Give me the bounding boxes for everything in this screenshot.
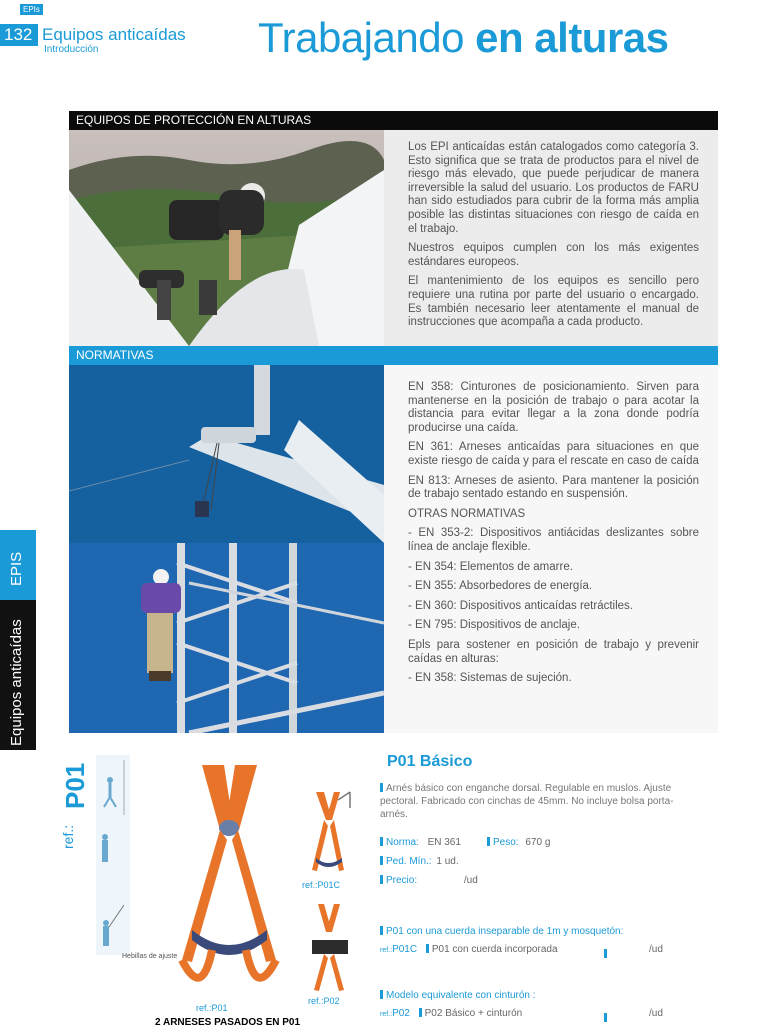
img-label-p02: ref.:P02: [308, 996, 340, 1006]
norma-label: Norma:: [386, 837, 419, 848]
bottom-caption: 2 ARNESES PASADOS EN P01: [155, 1017, 301, 1028]
normativa-item: - EN 358: Sistemas de sujeción.: [408, 672, 572, 685]
precio-unit: /ud: [463, 875, 478, 886]
section-heading-normativas: NORMATIVAS: [69, 346, 718, 365]
bullet-marker: [380, 783, 383, 792]
product-description: [380, 782, 700, 821]
page-title-bold: en alturas: [475, 14, 669, 61]
bullet-marker: [380, 926, 383, 935]
section1-text: [408, 141, 699, 336]
variant1-heading: [380, 926, 623, 937]
bullet-marker: [380, 875, 383, 884]
harness-p01c-image: [308, 790, 353, 880]
page-title-light: Trabajando: [258, 14, 464, 61]
normativa-paragraph: EN 361: Arneses anticaídas para situaciones en que existe riesgo de caída y para el rescate en caso de caída: [408, 441, 699, 467]
precio-label: Precio:: [386, 875, 418, 886]
turbine-rescue-photo: [69, 365, 384, 543]
normativa-subheading: OTRAS NORMATIVAS: [408, 507, 526, 520]
normativa-paragraph: EN 358: Cinturones de posicionamiento. Sirven para mantenerse en la posición de trabajo o para acotar la distancia para evitar llegar a la zona donde podría producirse una caída.: [408, 381, 699, 434]
variant2-desc: P02 Básico + cinturón: [424, 1008, 523, 1019]
product-ref-vertical: [58, 757, 94, 857]
bullet-marker: [380, 837, 383, 846]
variant2-row: [380, 1008, 522, 1019]
ped-min-value: 1 ud.: [436, 856, 459, 867]
section1-paragraph: El mantenimiento de los equipos es sencillo pero requiere una rutina por parte del usuario o encargado. Es también necesario leer atentamente el manual de instrucciones que acompaña a cada producto.: [408, 275, 699, 329]
hebillas-label: Hebillas de ajuste: [122, 953, 178, 960]
variant2-heading: [380, 990, 536, 1001]
normativa-paragraph: EN 813: Arneses de asiento. Para mantener la posición de trabajo sentado estando en suspensión.: [408, 474, 699, 501]
variant1-row: [380, 944, 558, 955]
peso-row: [487, 837, 550, 848]
variant2-price-marker: [604, 1008, 610, 1026]
norma-row: [380, 837, 461, 848]
product-ref-code: P01: [60, 762, 90, 809]
bullet-marker: [419, 1008, 422, 1017]
usage-illustrations: [96, 755, 130, 955]
product-ref-prefix: ref.:: [60, 824, 76, 849]
variant1-ref: P01C: [392, 944, 418, 955]
peso-label: Peso:: [493, 837, 519, 848]
normativa-item: - EN 795: Dispositivos de anclaje.: [408, 619, 580, 632]
side-tab-epis-label: EPIS: [8, 551, 25, 586]
normativa-item: - EN 360: Dispositivos anticaídas retráctiles.: [408, 599, 633, 612]
tower-climber-photo: [69, 543, 384, 733]
variant2-ref-label: ref.:: [380, 1011, 393, 1018]
product-title: P01 Básico: [387, 753, 473, 770]
side-tab-equipos-label: Equipos anticaídas: [8, 619, 25, 746]
section-title: Equipos anticaídas: [42, 25, 186, 44]
section-subtitle: Introducción: [44, 44, 99, 55]
page-number: 132: [0, 24, 38, 46]
ped-min-row: [380, 856, 459, 867]
precio-row: [380, 875, 478, 886]
img-label-p01: ref.:P01: [196, 1003, 228, 1013]
variant2-heading-text: Modelo equivalente con cinturón :: [386, 990, 536, 1001]
bullet-marker: [487, 837, 490, 846]
section2-text: [408, 381, 699, 692]
variant1-price-marker: [604, 944, 610, 962]
variant1-ref-label: ref.:: [380, 947, 393, 954]
page-title: [258, 14, 669, 62]
variant2-unit: /ud: [649, 1008, 663, 1019]
worker-on-turbine-photo: [69, 130, 384, 346]
norma-value: EN 361: [427, 837, 461, 848]
variant1-desc: P01 con cuerda incorporada: [431, 944, 558, 955]
variant1-heading-text: P01 con una cuerda inseparable de 1m y mosquetón:: [386, 926, 624, 937]
ped-min-label: Ped. Mín.:: [386, 856, 432, 867]
side-tab-equipos[interactable]: [0, 600, 36, 750]
section1-paragraph: Nuestros equipos cumplen con los más exigentes estándares europeos.: [408, 242, 699, 268]
epis-mini-tab: EPIs: [20, 4, 43, 15]
bullet-marker: [426, 944, 429, 953]
variant2-ref: P02: [392, 1008, 410, 1019]
product-description-text: Arnés básico con enganche dorsal. Regulable en muslos. Ajuste pectoral. Fabricado con cinchas de 45mm. No incluye bolsa porta-arnés.: [380, 783, 674, 820]
normativa-item: - EN 353-2: Dispositivos antiácidas deslizantes sobre línea de anclaje flexible.: [408, 527, 699, 553]
bullet-marker: [380, 856, 383, 865]
normativa-item: - EN 354: Elementos de amarre.: [408, 560, 573, 573]
peso-value: 670 g: [525, 837, 551, 848]
section-heading-equipos: EQUIPOS DE PROTECCIÓN EN ALTURAS: [69, 111, 718, 130]
section1-paragraph: Los EPI anticaídas están catalogados como categoría 3. Esto significa que se trata de productos para el nivel de riesgo más elevado, que puede perjudicar de manera irreversible la salud del usuario. Los productos de FARU han sido estudiados para cubrir de la forma más amplia posible las distintas situaciones con riesgo de caída en el trabajo.: [408, 141, 699, 235]
normativa-item: - EN 355: Absorbedores de energía.: [408, 580, 593, 593]
harness-p01-image: [172, 760, 287, 1010]
variant1-unit: /ud: [649, 944, 663, 955]
img-label-p01c: ref.:P01C: [302, 880, 341, 890]
bullet-marker: [380, 990, 383, 999]
harness-p02-image: [308, 902, 353, 994]
side-tab-epis[interactable]: [0, 530, 36, 602]
normativa-paragraph: Epls para sostener en posición de trabajo y prevenir caídas en alturas:: [408, 638, 699, 665]
